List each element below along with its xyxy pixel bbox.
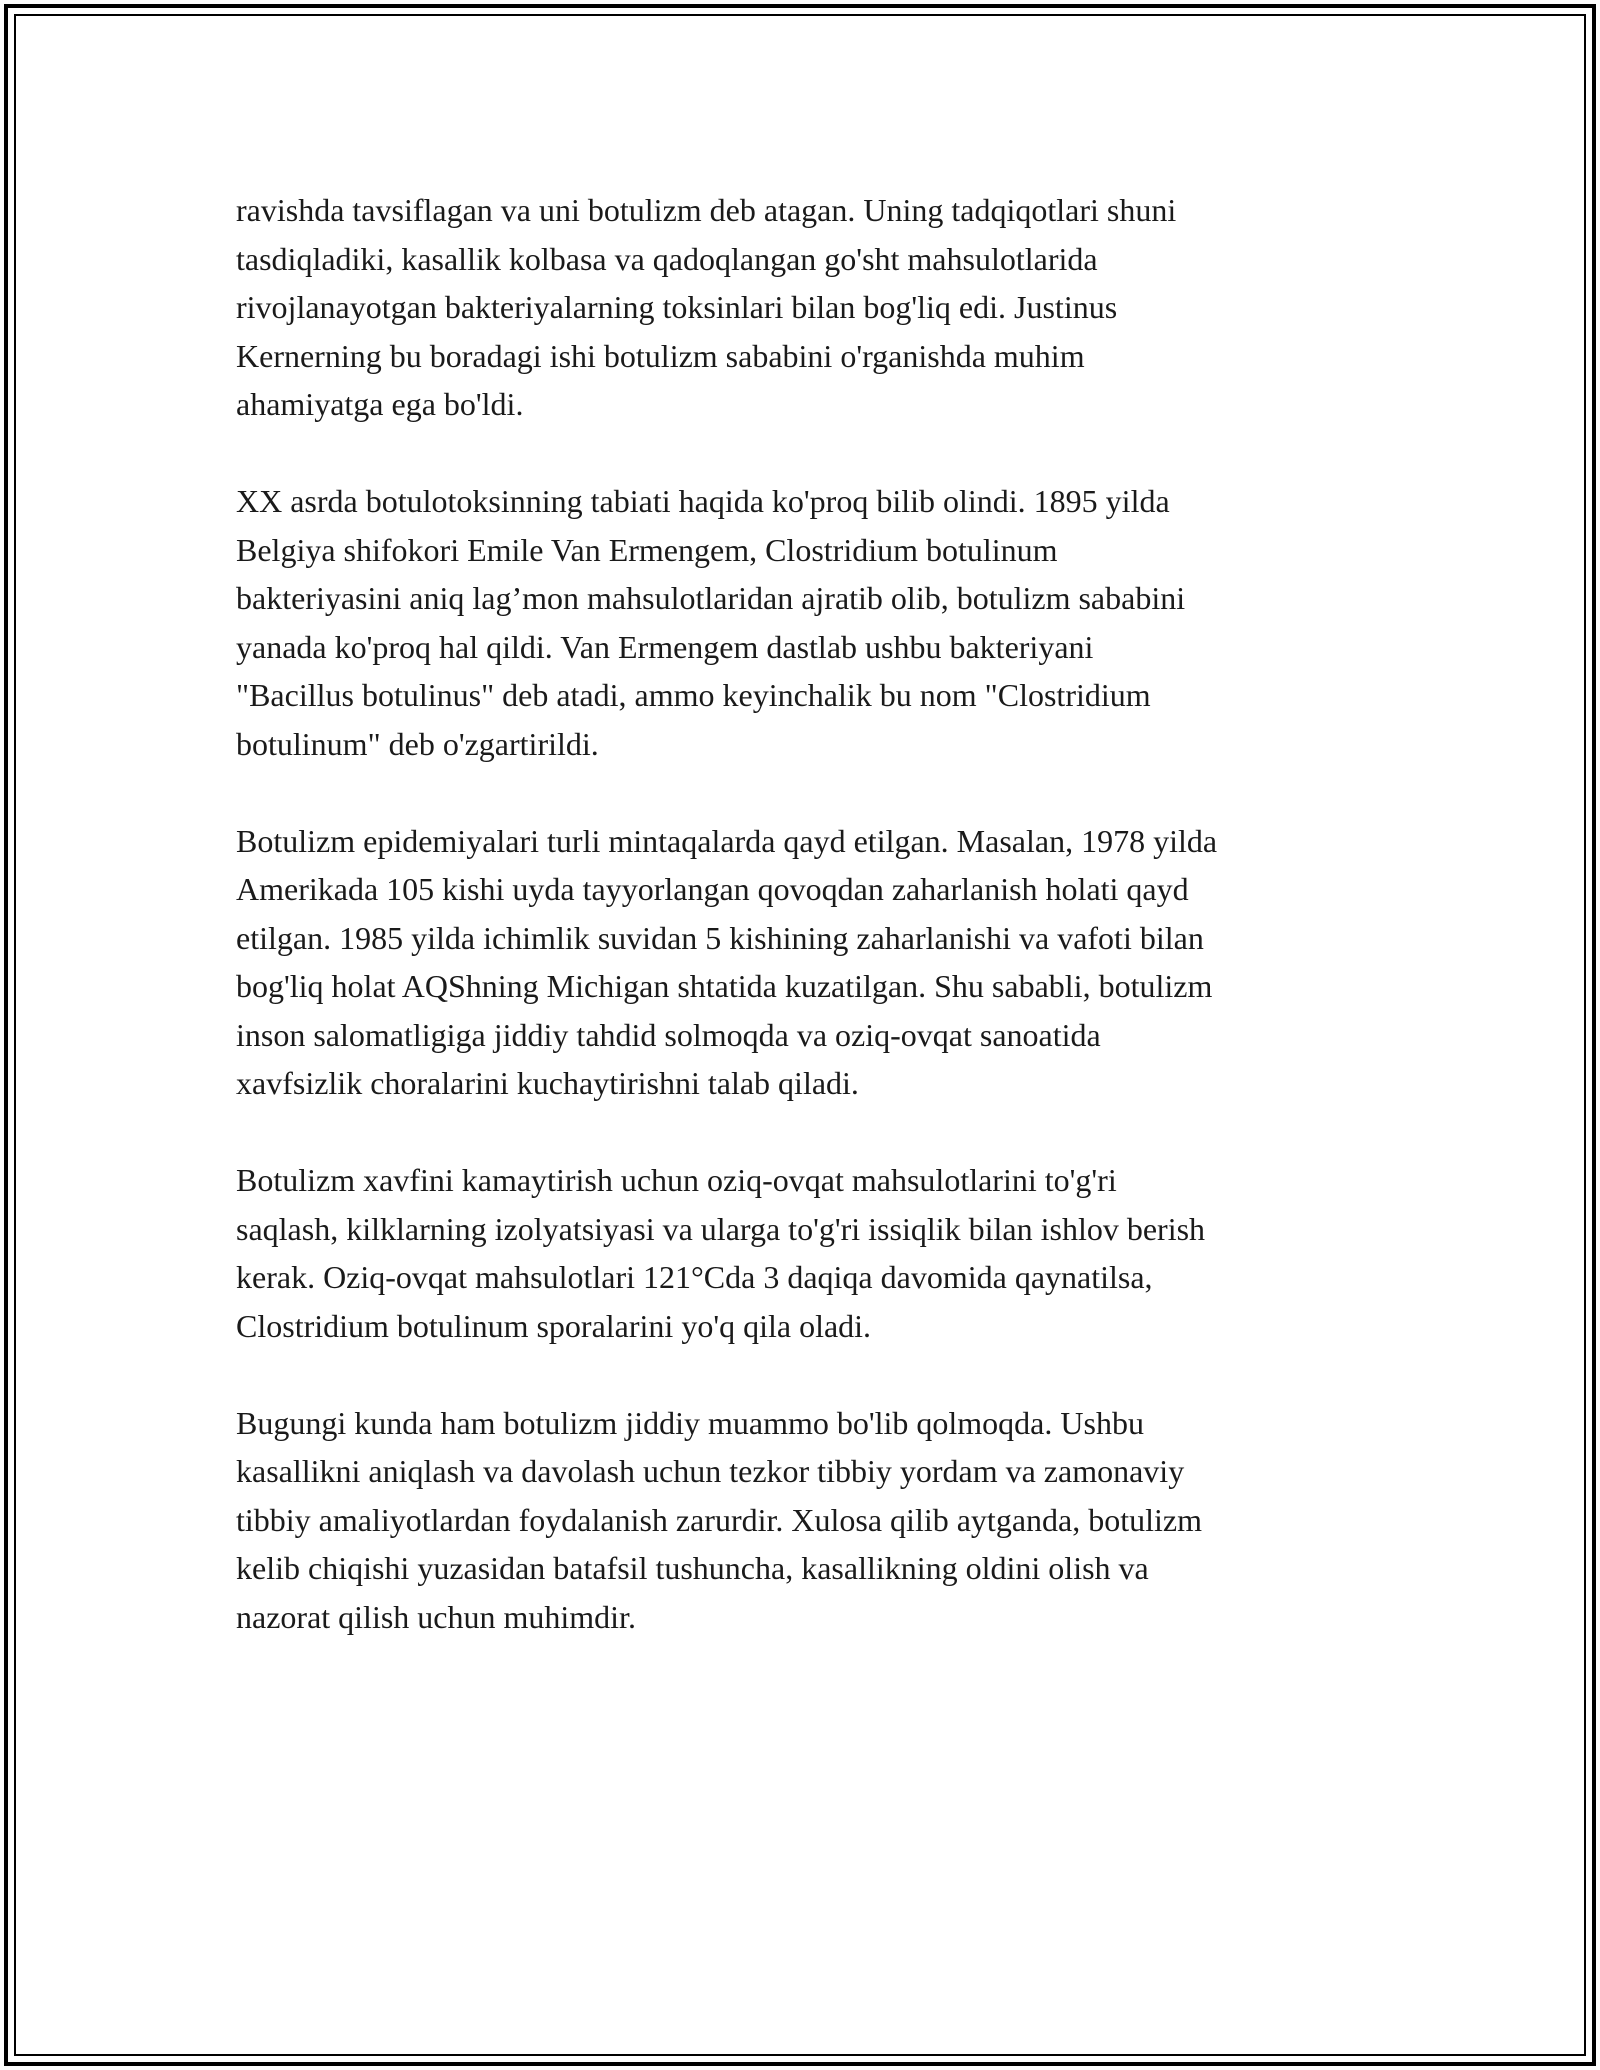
paragraph-2: XX asrda botulotoksinning tabiati haqida ko'proq bilib olindi. 1895 yilda Belgiya shifokori Emile Van Ermengem, Clostridium botulinum bakteriyasini aniq lag’mon mahsulotlaridan ajratib olib, botulizm sababini yanada ko'proq hal qildi. Van Ermengem dastlab ushbu bakteriyani "Bacillus botulinus" deb atadi, ammo keyinchalik bu nom "Clostridium botulinum" deb o'zgartirildi.: [236, 483, 1186, 762]
paragraph-1: ravishda tavsiflagan va uni botulizm deb atagan. Uning tadqiqotlari shuni tasdiqladiki, kasallik kolbasa va qadoqlangan go'sht mahsulotlarida rivojlanayotgan bakteriyalarning toksinlari bilan bog'liq edi. Justinus Kernerning bu boradagi ishi botulizm sababini o'rganishda muhim ahamiyatga ega bo'ldi.: [236, 192, 1177, 422]
paragraph-3: Botulizm epidemiyalari turli mintaqalarda qayd etilgan. Masalan, 1978 yilda Amerikada 105 kishi uyda tayyorlangan qovoqdan zaharlanish holati qayd etilgan. 1985 yilda ichimlik suvidan 5 kishining zaharlanishi va vafoti bilan bog'liq holat AQShning Michigan shtatida kuzatilgan. Shu sababli, botulizm inson salomatligiga jiddiy tahdid solmoqda va oziq-ovqat sanoatida xavfsizlik choralarini kuchaytirishni talab qiladi.: [236, 822, 1218, 1101]
document-body: [236, 186, 1366, 1690]
paragraph-5: Bugungi kunda ham botulizm jiddiy muammo bo'lib qolmoqda. Ushbu kasallikni aniqlash va davolash uchun tezkor tibbiy yordam va zamonaviy tibbiy amaliyotlardan foydalanish zarurdir. Xulosa qilib aytganda, botulizm kelib chiqishi yuzasidan batafsil tushuncha, kasallikning oldini olish va nazorat qilish uchun muhimdir.: [236, 1404, 1202, 1635]
paragraph-4: Botulizm xavfini kamaytirish uchun oziq-ovqat mahsulotlarini to'g'ri saqlash, kilklarning izolyatsiyasi va ularga to'g'ri issiqlik bilan ishlov berish kerak. Oziq-ovqat mahsulotlari 121°Cda 3 daqiqa davomida qaynatilsa, Clostridium botulinum sporalarini yo'q qila oladi.: [236, 1162, 1206, 1344]
